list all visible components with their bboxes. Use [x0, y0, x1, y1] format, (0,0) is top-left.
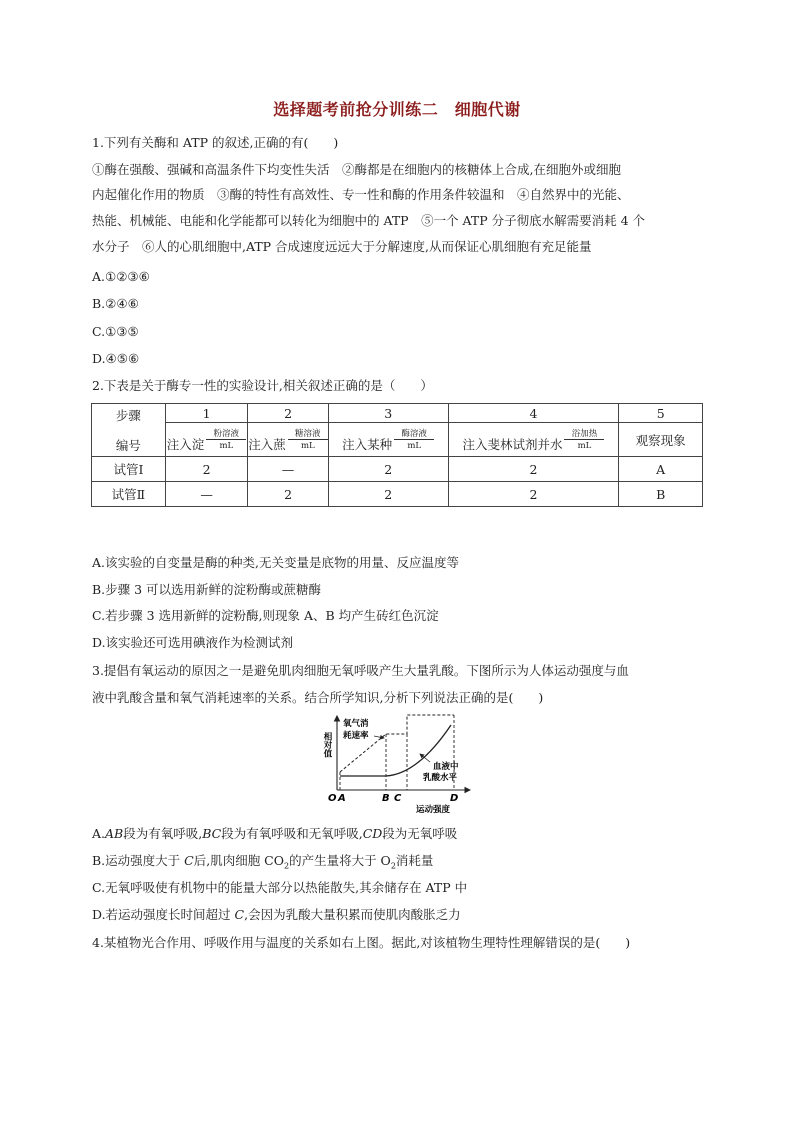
lactate-pointer: [420, 754, 430, 762]
q1-option-d[interactable]: D.④⑤⑥: [92, 351, 140, 366]
step-number: 5: [619, 404, 703, 423]
q1-option-c[interactable]: C.①③⑤: [92, 324, 139, 339]
q3-stem-line-1: 3.提倡有氧运动的原因之一是避免肌肉细胞无氧呼吸产生大量乳酸。下图所示为人体运动强度与血: [92, 663, 629, 678]
header-label-steps: 步骤: [115, 408, 141, 423]
q1-option-b[interactable]: B.②④⑥: [92, 296, 139, 311]
q3-option-a[interactable]: A.AB段为有氧呼吸,BC段为有氧呼吸和无氧呼吸,CD段为无氧呼吸: [92, 826, 458, 841]
step-action: 注入淀 $\frac{\text{粉溶液}}{mL}$: [165, 423, 247, 457]
experiment-table: [91, 403, 703, 507]
step-action: 观察现象: [619, 423, 703, 457]
step-action: 注入斐林试剂并水 $\frac{\text{浴加热}}{mL}$: [448, 423, 619, 457]
q2-option-d[interactable]: D.该实验还可选用碘液作为检测试剂: [92, 635, 294, 650]
table-row: [92, 482, 703, 507]
oxygen-label-line-1: 氧气消: [343, 719, 369, 729]
q1-stem: 1.下列有关酶和 ATP 的叙述,正确的有( ): [92, 135, 339, 150]
tick-label-d: D: [450, 793, 459, 804]
q1-option-a[interactable]: A.①②③⑥: [92, 269, 150, 284]
tick-label-b: B: [382, 793, 390, 804]
q2-stem: 2.下表是关于酶专一性的实验设计,相关叙述正确的是（ ）: [92, 378, 433, 393]
table-cell: 2: [448, 457, 619, 482]
page-title: 选择题考前抢分训练二 细胞代谢: [273, 100, 521, 119]
header-label-number: 编号: [115, 438, 141, 453]
table-cell: A: [619, 457, 703, 482]
q1-line-3: 热能、机械能、电能和化学能都可以转化为细胞中的 ATP ⑤一个 ATP 分子彻底水解需要消耗 4 个: [92, 213, 646, 228]
table-cell: B: [619, 482, 703, 507]
table-cell: 2: [328, 482, 448, 507]
step-number: 2: [248, 404, 329, 423]
table-cell: 2: [448, 482, 619, 507]
step-action: 注入蔗 $\frac{\text{糖溶液}}{mL}$: [248, 423, 329, 457]
row-label: 试管Ⅰ: [92, 457, 166, 482]
oxygen-label-line-2: 耗速率: [343, 731, 369, 741]
table-row: [92, 457, 703, 482]
table-cell: —: [165, 482, 247, 507]
tick-label-a: A: [338, 793, 346, 804]
step-number: 1: [165, 404, 247, 423]
step-number: 4: [448, 404, 619, 423]
q2-option-c[interactable]: C.若步骤 3 选用新鲜的淀粉酶,则现象 A、B 均产生砖红色沉淀: [92, 608, 439, 623]
table-cell: 2: [248, 482, 329, 507]
lactate-label-line-2: 乳酸水平: [423, 773, 458, 783]
step-number: 3: [328, 404, 448, 423]
row-label: 试管Ⅱ: [92, 482, 166, 507]
q2-option-a[interactable]: A.该实验的自变量是酶的种类,无关变量是底物的用量、反应温度等: [92, 555, 459, 570]
q3-option-b[interactable]: B.运动强度大于 C后,肌肉细胞 $CO_2$的产生量将大于 $O_2$消耗量: [92, 853, 434, 871]
exercise-intensity-figure: [318, 712, 478, 816]
x-axis-label: 运动强度: [416, 805, 451, 815]
tick-label-c: C: [394, 793, 402, 804]
step-action: 注入某种 $\frac{\text{酶溶液}}{mL}$: [328, 423, 448, 457]
q3-stem-line-2: 液中乳酸含量和氧气消耗速率的关系。结合所学知识,分析下列说法正确的是( ): [92, 690, 544, 705]
table-cell: 2: [165, 457, 247, 482]
table-cell: —: [248, 457, 329, 482]
q3-option-c[interactable]: C.无氧呼吸使有机物中的能量大部分以热能散失,其余储存在 ATP 中: [92, 880, 468, 895]
lactate-label-line-1: 血液中: [433, 762, 459, 772]
q2-option-b[interactable]: B.步骤 3 可以选用新鲜的淀粉酶或蔗糖酶: [92, 582, 322, 597]
origin-label: O: [328, 793, 337, 804]
table-header-corner: [92, 404, 166, 457]
q1-line-4: 水分子 ⑥人的心肌细胞中,ATP 合成速度远远大于分解速度,从而保证心肌细胞有充足能量: [92, 239, 592, 254]
q4-stem: 4.某植物光合作用、呼吸作用与温度的关系如右上图。据此,对该植物生理特性理解错误的是( ): [92, 935, 631, 950]
table-cell: 2: [328, 457, 448, 482]
q1-line-2: 内起催化作用的物质 ③酶的特性有高效性、专一性和酶的作用条件较温和 ④自然界中的光能、: [92, 187, 630, 202]
q3-option-d[interactable]: D.若运动强度长时间超过 C,会因为乳酸大量积累而使肌肉酸胀乏力: [92, 907, 461, 922]
y-axis-label: 相对值: [322, 732, 332, 758]
q1-line-1: ①酶在强酸、强碱和高温条件下均变性失活 ②酶都是在细胞内的核糖体上合成,在细胞外或细胞: [92, 162, 621, 177]
